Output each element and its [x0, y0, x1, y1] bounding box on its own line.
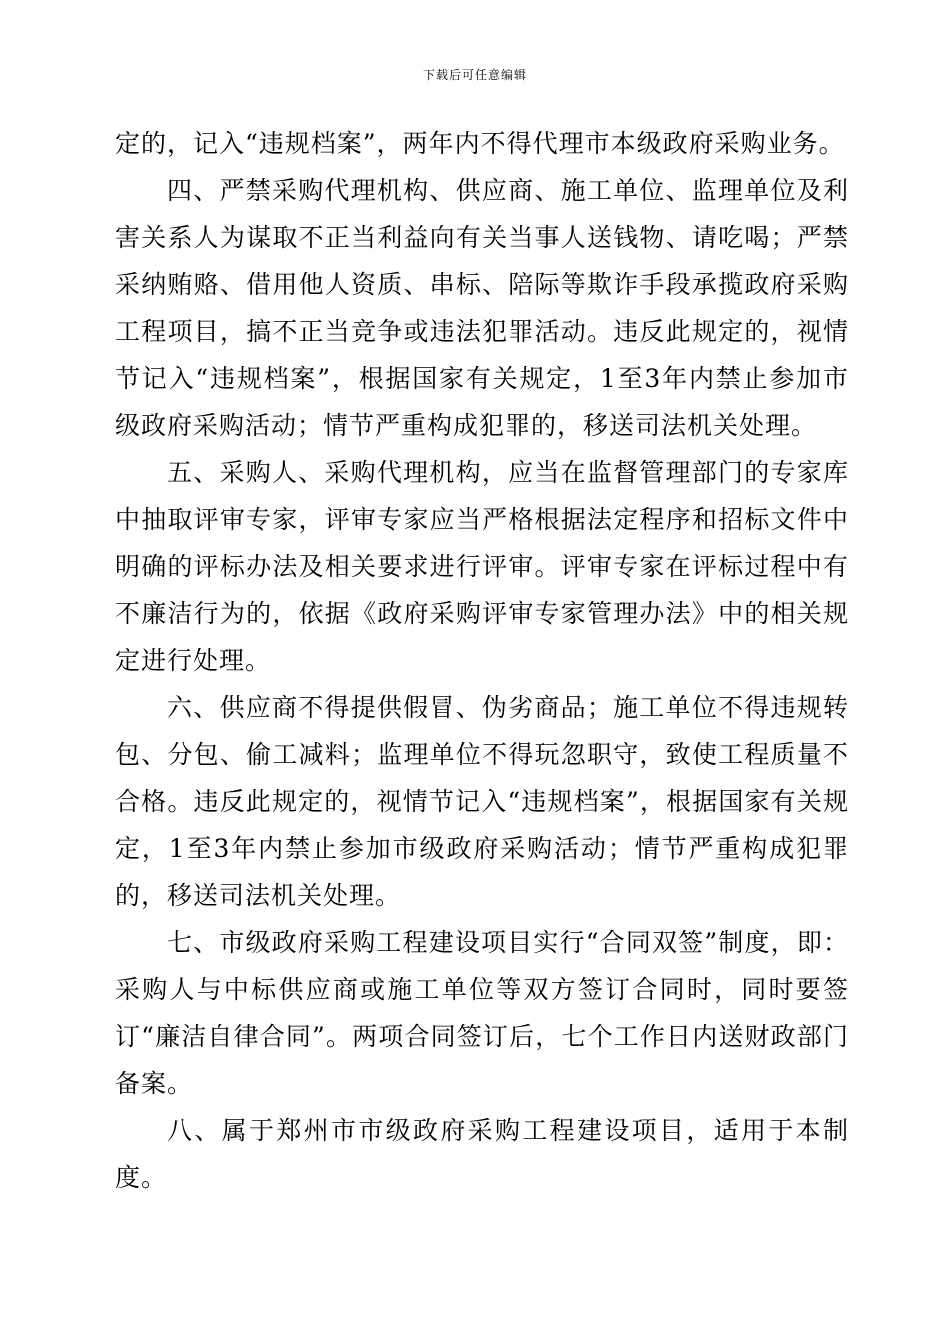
paragraph-continuation: 定的，记入“违规档案”，两年内不得代理市本级政府采购业务。 [115, 129, 845, 158]
document-body [115, 120, 849, 1201]
paragraph-article-6: 六、供应商不得提供假冒、伪劣商品；施工单位不得违规转包、分包、偷工减料；监理单位不得玩忽职守，致使工程质量不合格。违反此规定的，视情节记入“违规档案”，根据国家有关规定，1至3年内禁止参加市级政府采购活动；情节严重构成犯罪的，移送司法机关处理。 [115, 693, 849, 910]
paragraph-article-7: 七、市级政府采购工程建设项目实行“合同双签”制度，即：采购人与中标供应商或施工单位等双方签订合同时，同时要签订“廉洁自律合同”。两项合同签订后，七个工作日内送财政部门备案。 [115, 928, 849, 1098]
header-note: 下载后可任意编辑 [422, 68, 527, 82]
paragraph-article-5: 五、采购人、采购代理机构，应当在监督管理部门的专家库中抽取评审专家，评审专家应当严格根据法定程序和招标文件中明确的评标办法及相关要求进行评审。评审专家在评标过程中有不廉洁行为的，依据《政府采购评审专家管理办法》中的相关规定进行处理。 [115, 458, 849, 675]
paragraph-article-4: 四、严禁采购代理机构、供应商、施工单位、监理单位及利害关系人为谋取不正当利益向有关当事人送钱物、请吃喝；严禁采纳贿赂、借用他人资质、串标、陪际等欺诈手段承揽政府采购工程项目，搞不正当竞争或违法犯罪活动。违反此规定的，视情节记入“违规档案”，根据国家有关规定，1至3年内禁止参加市级政府采购活动；情节严重构成犯罪的，移送司法机关处理。 [115, 176, 849, 440]
paragraph-article-8: 八、属于郑州市市级政府采购工程建设项目，适用于本制度。 [115, 1116, 849, 1192]
